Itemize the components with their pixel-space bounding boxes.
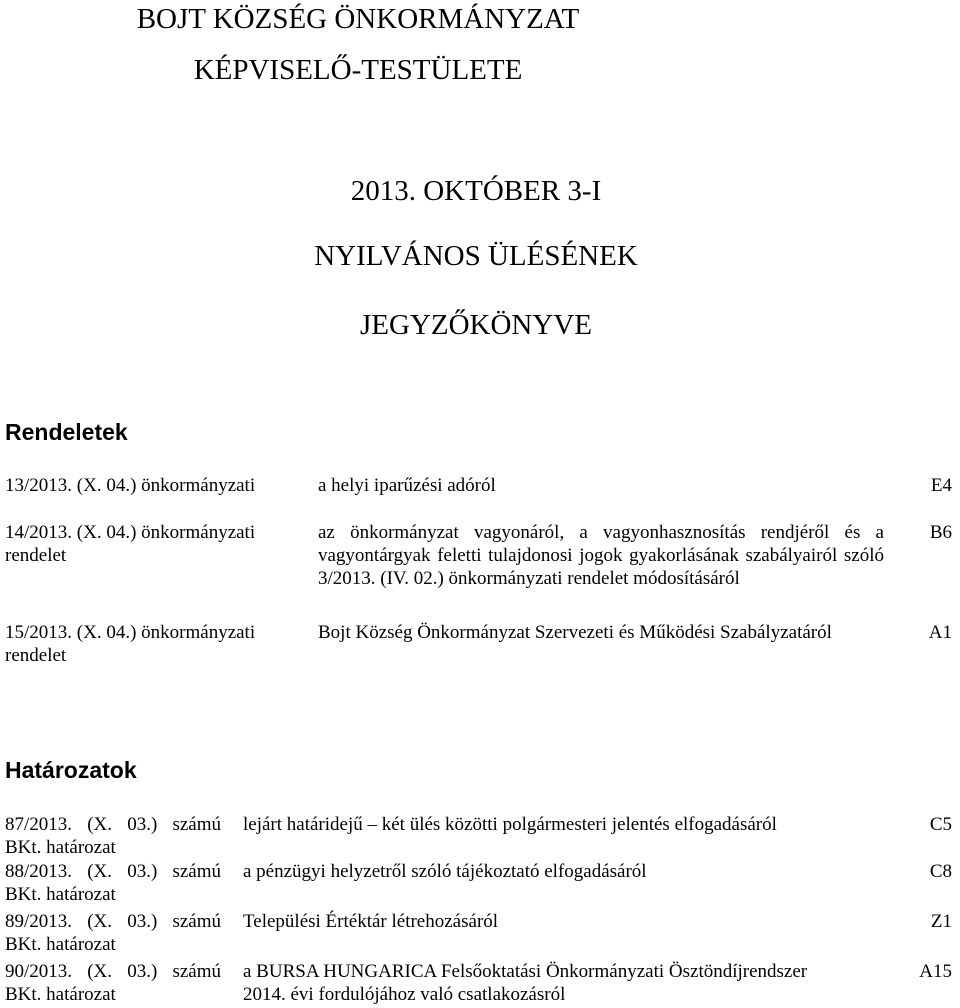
document-title: JEGYZŐKÖNYVE <box>360 309 592 341</box>
rendelet-id-line1: 14/2013. (X. 04.) önkormányzati <box>5 522 256 543</box>
council-body: KÉPVISELŐ-TESTÜLETE <box>193 54 523 86</box>
hatarozatok-heading: Határozatok <box>5 757 137 783</box>
meeting-date: 2013. OKTÓBER 3-I <box>350 175 602 207</box>
hatarozat-id-line1: 89/2013. (X. 03.) számú <box>5 911 221 932</box>
hatarozat-code: Z1 <box>930 911 952 932</box>
rendelet-id <box>5 474 285 497</box>
hatarozat-id-line1: 88/2013. (X. 03.) számú <box>5 861 221 882</box>
hatarozat-id-line2: BKt. határozat <box>5 934 116 955</box>
hatarozat-subject <box>243 960 883 1006</box>
hatarozat-id-line2: BKt. határozat <box>5 884 116 905</box>
hatarozat-id-line2: BKt. határozat <box>5 984 116 1005</box>
hatarozat-subject: Települési Értéktár létrehozásáról <box>243 911 499 932</box>
hatarozat-code: C5 <box>929 814 952 835</box>
hatarozat-code: A15 <box>919 961 952 982</box>
rendelet-code: B6 <box>929 522 952 543</box>
hatarozat-id <box>5 960 221 1006</box>
hatarozat-code: C8 <box>929 861 952 882</box>
rendeletek-heading: Rendeletek <box>5 419 128 445</box>
hatarozat-subject-line2: 2014. évi fordulójához való csatlakozásról <box>243 984 566 1005</box>
hatarozat-id-line2: BKt. határozat <box>5 837 116 858</box>
meeting-type: NYILVÁNOS ÜLÉSÉNEK <box>314 240 638 272</box>
rendelet-id-line2: rendelet <box>5 645 67 666</box>
rendelet-id-line1: 15/2013. (X. 04.) önkormányzati <box>5 622 256 643</box>
rendelet-subject: az önkormányzat vagyonáról, a vagyonhasznosítás rendjéről és a vagyontárgyak feletti tulajdonosi jogok gyakorlásának szabályairól szóló 3/2013. (IV. 02.) önkormányzati rendelet módosításáról <box>318 522 884 589</box>
rendelet-id-line1: 13/2013. (X. 04.) önkormányzati <box>5 475 256 496</box>
hatarozat-id-line1: 90/2013. (X. 03.) számú <box>5 961 221 982</box>
hatarozat-subject: a pénzügyi helyzetről szóló tájékoztató elfogadásáról <box>243 861 647 882</box>
hatarozat-subject-line1: a BURSA HUNGARICA Felsőoktatási Önkormányzati Ösztöndíjrendszer <box>243 961 808 982</box>
hatarozat-subject: lejárt határidejű – két ülés közötti polgármesteri jelentés elfogadásáról <box>243 814 777 835</box>
hatarozat-id-line1: 87/2013. (X. 03.) számú <box>5 814 221 835</box>
rendelet-id <box>5 521 285 567</box>
hatarozat-id <box>5 910 221 956</box>
council-name: BOJT KÖZSÉG ÖNKORMÁNYZAT <box>136 3 580 35</box>
hatarozat-id <box>5 860 221 906</box>
rendelet-subject: a helyi iparűzési adóról <box>318 475 496 496</box>
hatarozat-id <box>5 813 221 859</box>
rendelet-subject: Bojt Község Önkormányzat Szervezeti és Működési Szabályzatáról <box>318 622 832 643</box>
rendelet-code: E4 <box>930 475 952 496</box>
rendelet-code: A1 <box>928 622 952 643</box>
rendelet-id <box>5 621 285 667</box>
rendelet-id-line2: rendelet <box>5 545 67 566</box>
